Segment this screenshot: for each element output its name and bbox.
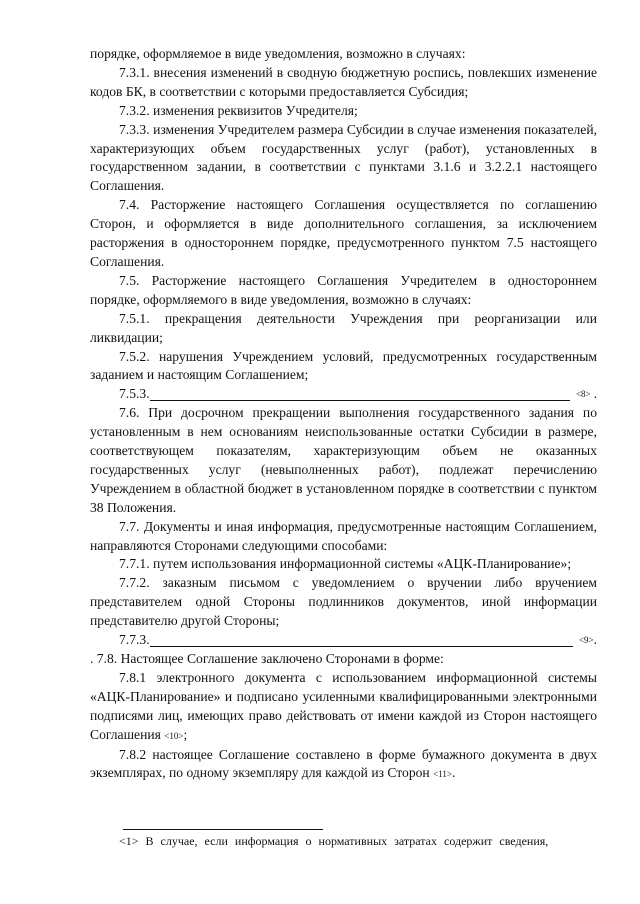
clause-end: . <box>451 765 456 781</box>
paragraph: 7.3.1. внесения изменений в сводную бюджетную роспись, повлекших изменение кодов БК, в соответствии с которыми предоставляется Субсидия; <box>90 64 597 99</box>
paragraph: 7.5.2. нарушения Учреждением условий, предусмотренных государственным заданием и настоящим Соглашением; <box>90 348 597 383</box>
footnote-ref: <10> <box>164 730 184 741</box>
paragraph: 7.6. При досрочном прекращении выполнения государственного задания по установленным в нем основаниям неиспользованные остатки Субсидии в размере, соответствующем показателям, характеризующим объем не оказанных государственных услуг (невыполненных работ), подлежат перечислению Учреждением в областной бюджет в установленном порядке в соответствии с пунктом 38 Положения. <box>90 405 597 515</box>
paragraph: 7.5. Расторжение настоящего Соглашения Учредителем в одностороннем порядке, оформляемого в виде уведомления, возможно в случаях: <box>90 272 597 307</box>
footnote-text: <1> В случае, если информация о нормативных затратах содержит сведения, <box>119 834 549 848</box>
paragraph: 7.5.1. прекращения деятельности Учреждения при реорганизации или ликвидации; <box>90 310 597 345</box>
footnote-ref: <11> <box>433 769 452 780</box>
footnote-separator <box>123 829 323 830</box>
paragraph: 7.4. Расторжение настоящего Соглашения осуществляется по соглашению Сторон, и оформляется в виде дополнительного соглашения, за исключением расторжения в одностороннем порядке, предусмотренного пунктом 7.5 настоящего Соглашения. <box>90 197 597 269</box>
paragraph: порядке, оформляемое в виде уведомления, возможно в случаях: <box>90 46 466 61</box>
clause-7-8-2 <box>90 746 597 785</box>
clause-7-5-3 <box>90 385 597 404</box>
clause-text: 7.8.2 настоящее Соглашение составлено в форме бумажного документа в двух экземплярах, по одному экземпляру для каждой из Сторон <box>90 746 597 781</box>
fill-in-line <box>150 645 573 647</box>
clause-7-7-3 <box>90 631 597 650</box>
clause-end: . <box>593 632 597 648</box>
clause-end: . <box>593 386 597 402</box>
paragraph: 7.7. Документы и иная информация, предусмотренные настоящим Соглашением, направляются Сторонами следующими способами: <box>90 518 597 553</box>
fill-in-line <box>150 399 570 401</box>
document-body <box>90 45 597 784</box>
footnote-ref: <9> <box>578 635 594 646</box>
clause-text: 7.8.1 электронного документа с использованием информационной системы «АЦК-Планирование» и подписано усиленными квалифицированными электронными подписями лиц, имеющих право действовать от имени каждой из Сторон настоящего Соглашения <box>90 669 597 742</box>
clause-7-8-1 <box>90 669 597 746</box>
paragraph: 7.7.1. путем использования информационной системы «АЦК-Планирование»; <box>119 556 572 572</box>
clause-number: 7.5.3. <box>119 386 150 402</box>
clause-7-8: . 7.8. Настоящее Соглашение заключено Сторонами в форме: <box>90 651 444 666</box>
footnote-ref: <8> <box>575 389 591 400</box>
clause-end: ; <box>183 726 188 742</box>
clause-number: 7.7.3. <box>119 632 150 648</box>
paragraph: 7.3.2. изменения реквизитов Учредителя; <box>119 102 358 118</box>
paragraph: 7.7.2. заказным письмом с уведомлением о вручении либо вручением представителем одной Стороны подлинников документов, иной информации представителю другой Стороны; <box>90 575 597 629</box>
paragraph: 7.3.3. изменения Учредителем размера Субсидии в случае изменения показателей, характеризующих объем государственных услуг (работ), установленных в государственном задании, в соответствии с пунктами 3.1.6 и 3.2.2.1 настоящего Соглашения. <box>90 121 597 194</box>
